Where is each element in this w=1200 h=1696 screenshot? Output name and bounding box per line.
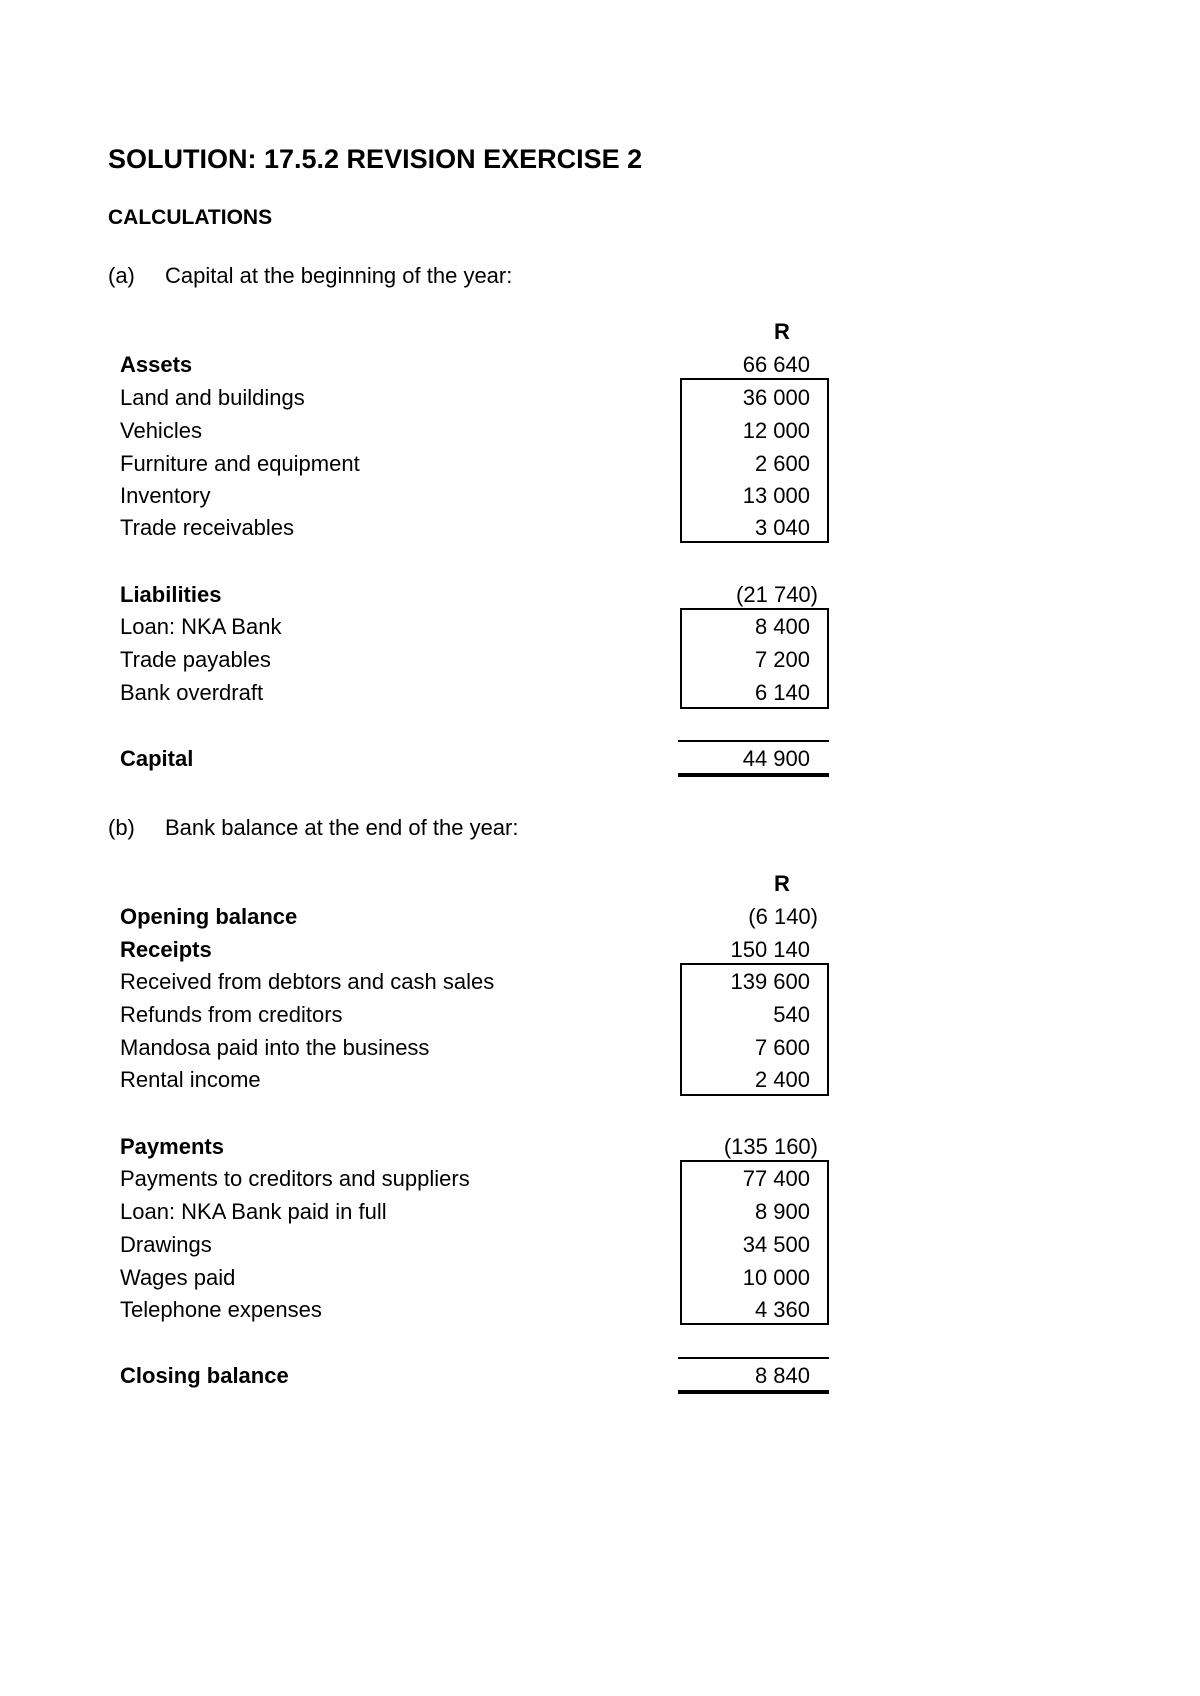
- receipt-item-amount: 7 600: [754, 1035, 810, 1060]
- capital-top-rule: [678, 740, 829, 742]
- capital-amount: 44 900: [742, 746, 810, 771]
- receipt-item-label: Mandosa paid into the business: [120, 1035, 430, 1060]
- part-a-currency-header: R: [774, 319, 790, 344]
- liability-item-label: Bank overdraft: [120, 680, 264, 705]
- payment-item-label: Loan: NKA Bank paid in full: [120, 1199, 387, 1224]
- payment-item-amount: 4 360: [754, 1297, 810, 1322]
- receipt-item-label: Refunds from creditors: [120, 1002, 343, 1027]
- liabilities-label: Liabilities: [120, 582, 222, 607]
- payments-total: (135 160): [723, 1134, 818, 1159]
- closing-balance-top-rule: [678, 1357, 829, 1359]
- closing-balance-label: Closing balance: [120, 1363, 289, 1388]
- receipt-item-amount: 139 600: [730, 969, 810, 994]
- receipts-total: 150 140: [730, 937, 810, 962]
- liability-item-label: Trade payables: [120, 647, 271, 672]
- liabilities-total: (21 740): [736, 582, 818, 607]
- receipt-item-amount: 540: [773, 1002, 810, 1027]
- closing-balance-double-rule: [678, 1390, 829, 1394]
- payment-item-label: Wages paid: [120, 1265, 236, 1290]
- part-a-heading-text: Capital at the beginning of the year:: [165, 263, 513, 288]
- payment-item-amount: 77 400: [742, 1166, 810, 1191]
- asset-item-amount: 12 000: [742, 418, 810, 443]
- liability-item-amount: 7 200: [754, 647, 810, 672]
- receipts-label: Receipts: [120, 937, 212, 962]
- part-a-heading: [108, 263, 512, 289]
- page-title: SOLUTION: 17.5.2 REVISION EXERCISE 2: [108, 144, 643, 174]
- part-b-heading: [108, 815, 518, 841]
- opening-balance-amount: (6 140): [748, 904, 818, 929]
- receipt-item-label: Received from debtors and cash sales: [120, 969, 495, 994]
- payment-item-amount: 8 900: [754, 1199, 810, 1224]
- part-b-currency-header: R: [774, 871, 790, 896]
- closing-balance-amount: 8 840: [754, 1363, 810, 1388]
- capital-double-rule: [678, 773, 829, 777]
- part-b-letter: (b): [108, 815, 135, 840]
- payment-item-amount: 10 000: [742, 1265, 810, 1290]
- asset-item-label: Land and buildings: [120, 385, 305, 410]
- payment-item-amount: 34 500: [742, 1232, 810, 1257]
- part-b-heading-text: Bank balance at the end of the year:: [165, 815, 519, 840]
- liability-item-amount: 6 140: [754, 680, 810, 705]
- capital-label: Capital: [120, 746, 194, 771]
- asset-item-amount: 2 600: [754, 451, 810, 476]
- payment-item-label: Drawings: [120, 1232, 212, 1257]
- liability-item-amount: 8 400: [754, 614, 810, 639]
- part-a-letter: (a): [108, 263, 135, 288]
- payment-item-label: Payments to creditors and suppliers: [120, 1166, 470, 1191]
- asset-item-label: Furniture and equipment: [120, 451, 360, 476]
- asset-item-label: Inventory: [120, 483, 211, 508]
- asset-item-label: Trade receivables: [120, 515, 295, 540]
- opening-balance-label: Opening balance: [120, 904, 298, 929]
- liability-item-label: Loan: NKA Bank: [120, 614, 282, 639]
- assets-label: Assets: [120, 352, 193, 377]
- payments-label: Payments: [120, 1134, 224, 1159]
- asset-item-label: Vehicles: [120, 418, 202, 443]
- receipt-item-label: Rental income: [120, 1067, 261, 1092]
- payment-item-label: Telephone expenses: [120, 1297, 322, 1322]
- asset-item-amount: 36 000: [742, 385, 810, 410]
- asset-item-amount: 3 040: [754, 515, 810, 540]
- receipt-item-amount: 2 400: [754, 1067, 810, 1092]
- asset-item-amount: 13 000: [742, 483, 810, 508]
- assets-total: 66 640: [742, 352, 810, 377]
- section-heading-calculations: CALCULATIONS: [108, 206, 273, 229]
